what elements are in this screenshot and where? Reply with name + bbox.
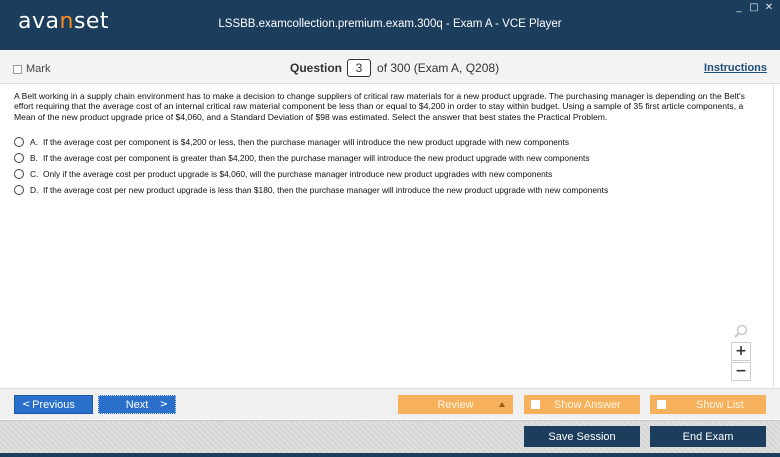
magnifier-icon [730, 323, 752, 339]
scrollbar-track[interactable] [773, 85, 774, 387]
window-controls [734, 3, 774, 13]
question-text: A Belt working in a supply chain environment has to make a decision to change suppliers of critical raw materials for a new product upgrade. The purchasing manager is depending on the Belt's effort requiring that the average cost of an internal critical raw material component be less than or equal to $4,200 in order to stay within budget. Using a sample of 35 first article components, a Mean of the new product upgrade price of $4,060, and a Standard Deviation of $98 was estimated. Select the answer that best states the Practical Problem. [14, 91, 745, 122]
show-list-button[interactable] [650, 395, 766, 414]
end-exam-button[interactable]: End Exam [650, 426, 766, 447]
radio-button[interactable] [14, 169, 24, 179]
option-letter: A. [30, 137, 38, 147]
maximize-icon[interactable]: □ [749, 2, 759, 13]
checkbox-icon[interactable] [531, 400, 540, 409]
show-answer-label: Show Answer [554, 398, 621, 411]
option-letter: D. [30, 185, 39, 195]
previous-label: Previous [32, 398, 75, 411]
option-letter: C. [30, 169, 39, 179]
review-button[interactable] [398, 395, 513, 414]
chevron-right-icon: > [159, 399, 168, 410]
mark-checkbox[interactable] [13, 63, 50, 75]
logo-text-main: ava [18, 9, 60, 34]
question-header [0, 50, 780, 84]
radio-button[interactable] [14, 185, 24, 195]
instructions-link[interactable]: Instructions [704, 62, 767, 74]
checkbox-icon[interactable] [657, 400, 666, 409]
window-title: LSSBB.examcollection.premium.exam.300q - Exam A - VCE Player [218, 18, 562, 30]
logo-text-rest: set [73, 9, 110, 34]
close-icon[interactable]: ✕ [764, 2, 774, 13]
bottom-border [0, 453, 780, 457]
zoom-out-button[interactable]: − [731, 362, 751, 381]
question-count: of 300 (Exam A, Q208) [377, 61, 500, 75]
question-label: Question [290, 61, 343, 75]
show-answer-button[interactable] [524, 395, 640, 414]
answer-option-b[interactable] [14, 150, 754, 166]
title-bar [0, 0, 780, 50]
next-label: Next [125, 398, 149, 411]
logo-text-accent: n [59, 9, 74, 34]
question-panel [0, 85, 780, 387]
option-text: If the average cost per component is $4,200 or less, then the purchase manager will introduce the new product upgrade with new components [43, 137, 570, 147]
mark-label: Mark [26, 63, 51, 75]
question-number-input[interactable]: 3 [347, 59, 371, 77]
question-number-display [290, 59, 499, 77]
next-button[interactable] [98, 395, 176, 414]
answer-options [14, 134, 754, 198]
review-label: Review [437, 398, 474, 411]
previous-button[interactable] [14, 395, 93, 414]
option-letter: B. [30, 153, 38, 163]
answer-option-d[interactable] [14, 182, 754, 198]
answer-option-c[interactable] [14, 166, 754, 182]
footer-bar [0, 420, 780, 457]
radio-button[interactable] [14, 137, 24, 147]
zoom-controls [730, 323, 752, 382]
caret-up-icon[interactable] [499, 402, 505, 407]
radio-button[interactable] [14, 153, 24, 163]
checkbox-icon[interactable] [13, 65, 22, 74]
chevron-left-icon: < [22, 399, 31, 410]
zoom-in-button[interactable]: + [731, 342, 751, 361]
minimize-icon[interactable]: _ [736, 2, 742, 13]
show-list-label: Show List [696, 398, 744, 411]
option-text: If the average cost per component is greater than $4,200, then the purchase manager will introduce the new product upgrade with new components [43, 153, 590, 163]
answer-option-a[interactable] [14, 134, 754, 150]
navigation-bar [0, 388, 780, 419]
option-text: If the average cost per new product upgrade is less than $180, then the purchase manager will introduce the new product upgrade with new components [43, 185, 609, 195]
option-text: Only if the average cost per product upgrade is $4,060, will the purchase manager introduce new product upgrades with new components [43, 169, 553, 179]
save-session-button[interactable]: Save Session [524, 426, 640, 447]
